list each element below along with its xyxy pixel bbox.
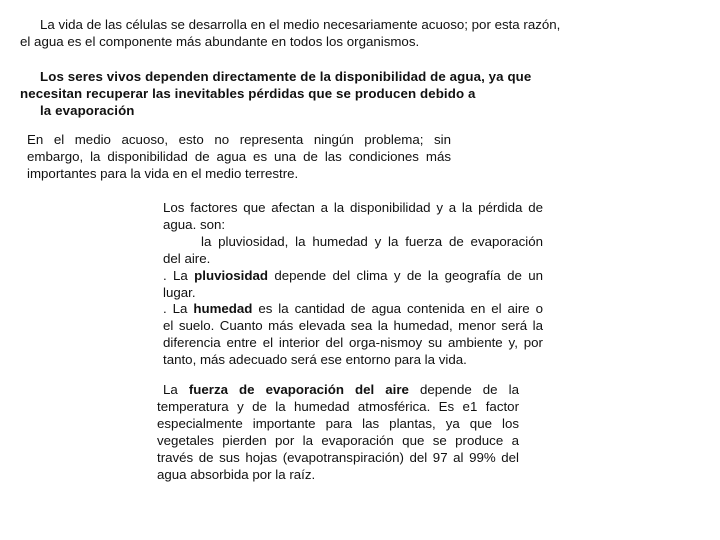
paragraph-intro-line-1: La vida de las células se desarrolla en el medio necesariamente acuoso; por esta razón, — [40, 17, 561, 32]
evaporation-line-1: La fuerza de evaporación del aire depende de la — [163, 382, 519, 397]
aquatic-medium-line-3: importantes para la vida en el medio terrestre. — [27, 166, 299, 181]
factors-line-9: diferencia entre el interior del orga-nismoy su ambiente y, por — [163, 335, 543, 351]
evaporation-line-5: través de sus hojas (evapotranspiración) del 97 al 99% del — [157, 450, 519, 465]
aquatic-medium-line-2: embargo, la disponibilidad de agua es una de las condiciones más — [27, 149, 451, 164]
term-humedad: humedad — [193, 301, 253, 317]
factors-line-4: del aire. — [163, 250, 211, 266]
paragraph-factors — [163, 200, 543, 369]
factors-line-3: la pluviosidad, la humedad y la fuerza de evaporación — [201, 233, 543, 249]
factors-line-10: tanto, más adecuado será ese entorno para la vida. — [163, 352, 467, 368]
aquatic-medium-line-1: En el medio acuoso, esto no representa ningún problema; sin — [27, 132, 451, 147]
factors-line-2: agua. son: — [163, 216, 226, 232]
paragraph-aquatic-medium — [27, 131, 451, 182]
paragraph-evaporation — [157, 381, 519, 483]
factors-line-6: lugar. — [163, 284, 196, 300]
term-pluviosidad: pluviosidad — [194, 267, 269, 283]
paragraph-intro — [20, 16, 620, 50]
factors-line-1: Los factores que afectan a la disponibilidad y a la pérdida de — [163, 200, 543, 215]
factors-line-8: el suelo. Cuanto más elevada sea la humedad, menor será la — [163, 318, 543, 334]
factors-line-7: . La humedad es la cantidad de agua contenida en el aire o — [163, 301, 544, 317]
bold-statement-line-3: la evaporación — [40, 103, 135, 118]
term-fuerza-evaporacion: fuerza de evaporación del aire — [188, 382, 409, 397]
evaporation-line-3: especialmente importante para las plantas, ya que los — [157, 416, 519, 431]
paragraph-bold-statement — [20, 68, 580, 119]
evaporation-line-2: temperatura y de la humedad atmosférica. Es e1 factor — [157, 399, 519, 414]
evaporation-line-6: agua absorbida por la raíz. — [157, 467, 316, 482]
factors-line-5: . La pluviosidad depende del clima y de la geografía de un — [163, 267, 544, 283]
bold-statement-line-1: Los seres vivos dependen directamente de la disponibilidad de agua, ya que — [40, 69, 532, 84]
paragraph-intro-line-2: el agua es el componente más abundante en todos los organismos. — [20, 34, 420, 49]
evaporation-line-4: vegetales pierden por la evaporación que se produce a — [157, 433, 519, 448]
bold-statement-line-2: necesitan recuperar las inevitables pérdidas que se producen debido a — [20, 86, 476, 101]
